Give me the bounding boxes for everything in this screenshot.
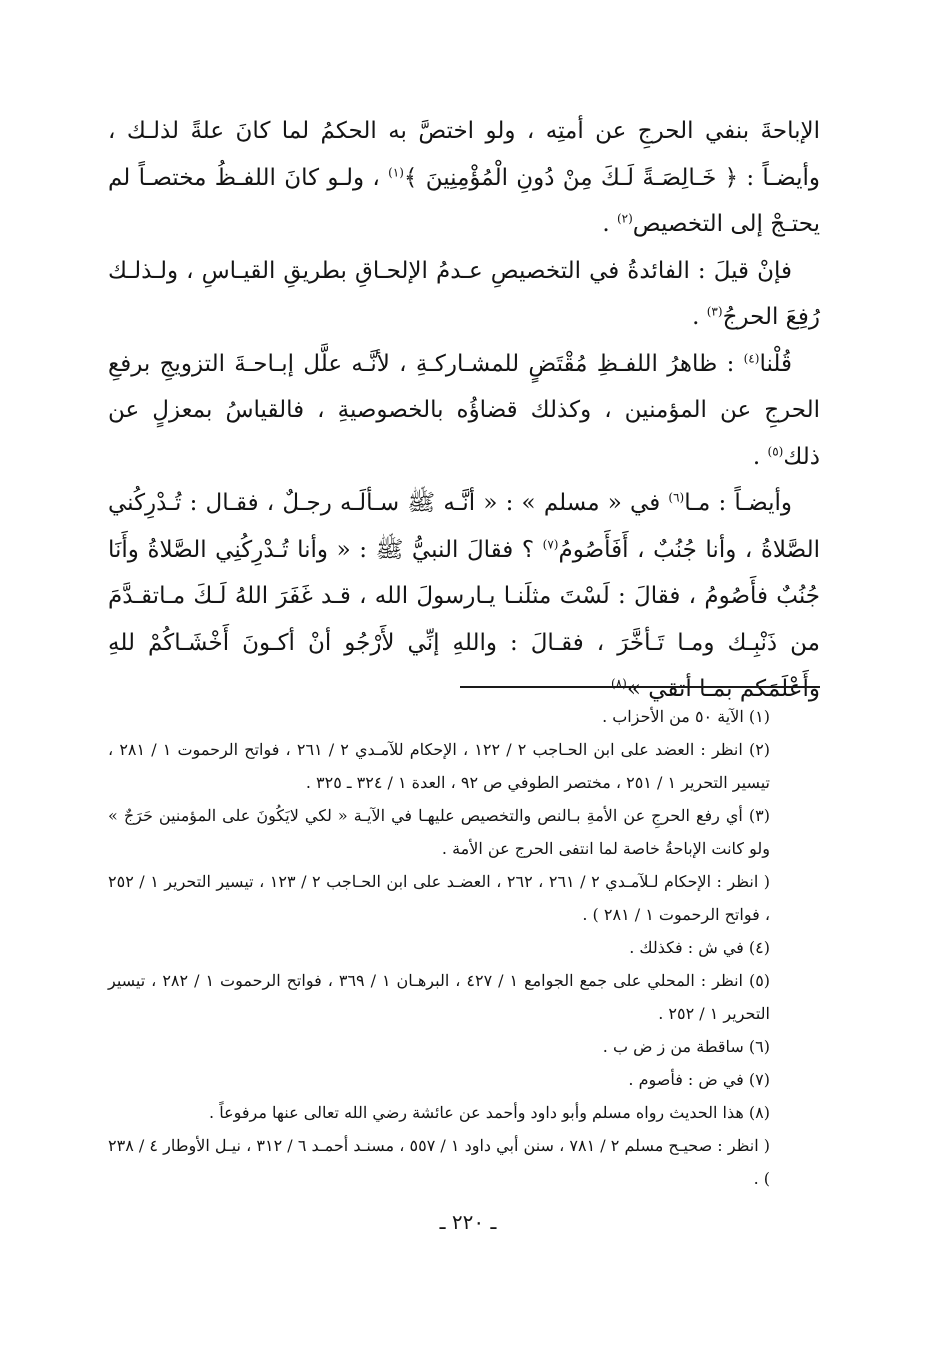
footnote-separator [460, 686, 820, 688]
footnote-3-ref: ( انظر : الإحكام لـلآمـدي ٢ / ٢٦١ ، ٢٦٢ ، العضـد على ابن الحـاجب ٢ / ١٢٣ ، تيسير التحرير ١ / ٢٥٢ ، فواتح الرحموت ١ / ٢٨١ ) . [108, 872, 771, 924]
footnote-8: (٨) هذا الحديث رواه مسلم وأبو داود وأحمد عن عائشة رضي الله تعالى عنها مرفوعاً . [209, 1103, 770, 1122]
footnote-ref: (٧) [542, 536, 559, 551]
paragraph-text: وأيضـاً : مـا [684, 490, 792, 516]
footnote-7: (٧) في ض : فأصوم . [628, 1070, 770, 1089]
paragraph-text: ، ولـو كانَ اللفـظُ مختصـاً لم يحتـجْ إلى التخصيص [108, 164, 820, 237]
footnote-ref: (١) [388, 164, 404, 179]
footnote-2: (٢) انظر : العضد على ابن الحـاجب ٢ / ١٢٢ ، الإحكام للآمـدي ٢ / ٢٦١ ، فواتح الرحموت ١ / ٢٨١ ، تيسير التحرير ١ / ٢٥١ ، مختصر الطوفي ص ٩٢ ، العدة ١ / ٣٢٤ ـ ٣٢٥ . [108, 740, 771, 792]
paragraph-text: ؟ فقالَ النبيُّ ﷺ : « وأنا تُـدْرِكُنِي الصَّلاةُ وأَنَا جُنُبٌ فأَصُومُ ، فقالَ : لَسْتَ مثلَنـا يـارسولَ الله ، قـد غَفَرَ اللهُ لَـكَ مـاتقـدَّمَ من ذَنْبِـك ومـا تَـأخَّرَ ، فقـالَ : واللهِ إنِّي لأَرْجُو أنْ أكـونَ أَخْشَـاكُمْ للهِ وأَعْلَمَكم بمـا أتقي » [108, 536, 820, 702]
footnote-5: (٥) انظر : المحلي على جمع الجوامع ١ / ٤٢٧ ، البرهـان ١ / ٣٦٩ ، فواتح الرحموت ١ / ٢٨٢ ، تيسير التحرير ١ / ٢٥٢ . [108, 971, 771, 1023]
footnote-6: (٦) ساقطة من ز ض ب . [602, 1037, 770, 1056]
footnote-ref: (٢) [616, 211, 633, 226]
paragraph-4 [108, 480, 820, 713]
footnote-ref: (٦) [668, 490, 685, 505]
main-text [108, 108, 820, 713]
footnotes [108, 700, 820, 1195]
footnote-4: (٤) في ش : فكذلك . [629, 938, 770, 957]
paragraph-text: . [752, 443, 768, 470]
paragraph-text: . [692, 304, 707, 330]
footnote-ref: (٨) [610, 676, 627, 691]
footnote-8-ref: ( انظر : صحيـح مسلم ٢ / ٧٨١ ، سنن أبي داود ١ / ٥٥٧ ، مسنـد أحمـد ٦ / ٣١٢ ، نيـل الأوطار ٤ / ٢٣٨ ) . [108, 1136, 771, 1188]
footnote-ref: (٥) [767, 443, 784, 458]
page-number: ـ ٢٢٠ ـ [439, 1210, 497, 1234]
paragraph-text: الإباحةَ بنفي الحرجِ عن أمتِه ، ولو اختصَّ به الحكمُ لما كانَ علةً لذلـك ، وأيضـاً : ﴿ خَـالِصَـةً لَـكَ مِنْ دُونِ الْمُؤْمِنِينَ ﴾ [108, 118, 821, 191]
footnote-3: (٣) أي رفع الحرجِ عن الأمةِ بـالنص والتخصيص عليهـا في الآيـة « لكي لايَكُونَ على المؤمنين حَرَجٌ » ولو كانت الإباحةُ خاصة لما انتفى الحرج عن الأمة . [108, 806, 771, 858]
paragraph-text: . [602, 211, 617, 237]
paragraph-text: : ظاهرُ اللفـظِ مُقْتَضٍ للمشـاركـةِ ، لأنَّـه علَّل إبـاحـةَ التزويجِ برفعِ الحرجِ عن المؤمنين ، وكذلك قضاؤُه بالخصوصيةِ ، فالقياسُ بمعزلٍ عن ذلك [108, 350, 820, 470]
paragraph-2 [108, 248, 820, 341]
footnote-ref: (٣) [706, 304, 723, 319]
paragraph-3 [108, 341, 820, 481]
footnote-1: (١) الآية ٥٠ من الأحزاب . [602, 707, 770, 726]
paragraph-text: فإنْ قيلَ : الفائدةُ في التخصيصِ عـدمُ الإلحـاقِ بطريقِ القيـاسِ ، ولـذلـك رُفِعَ الحرجُ [108, 257, 820, 330]
footnote-ref: (٤) [743, 350, 760, 365]
paragraph-text: قُلْنا [759, 350, 792, 377]
paragraph-1 [108, 108, 820, 248]
paragraph-text: في « مسلم » : « أنَّـه ﷺ سـألَـه رجـلٌ ، فقـال : تُـدْرِكُني الصَّلاةُ ، وأنا جُنُبٌ ، أَفَأَصُومُ [108, 490, 821, 563]
